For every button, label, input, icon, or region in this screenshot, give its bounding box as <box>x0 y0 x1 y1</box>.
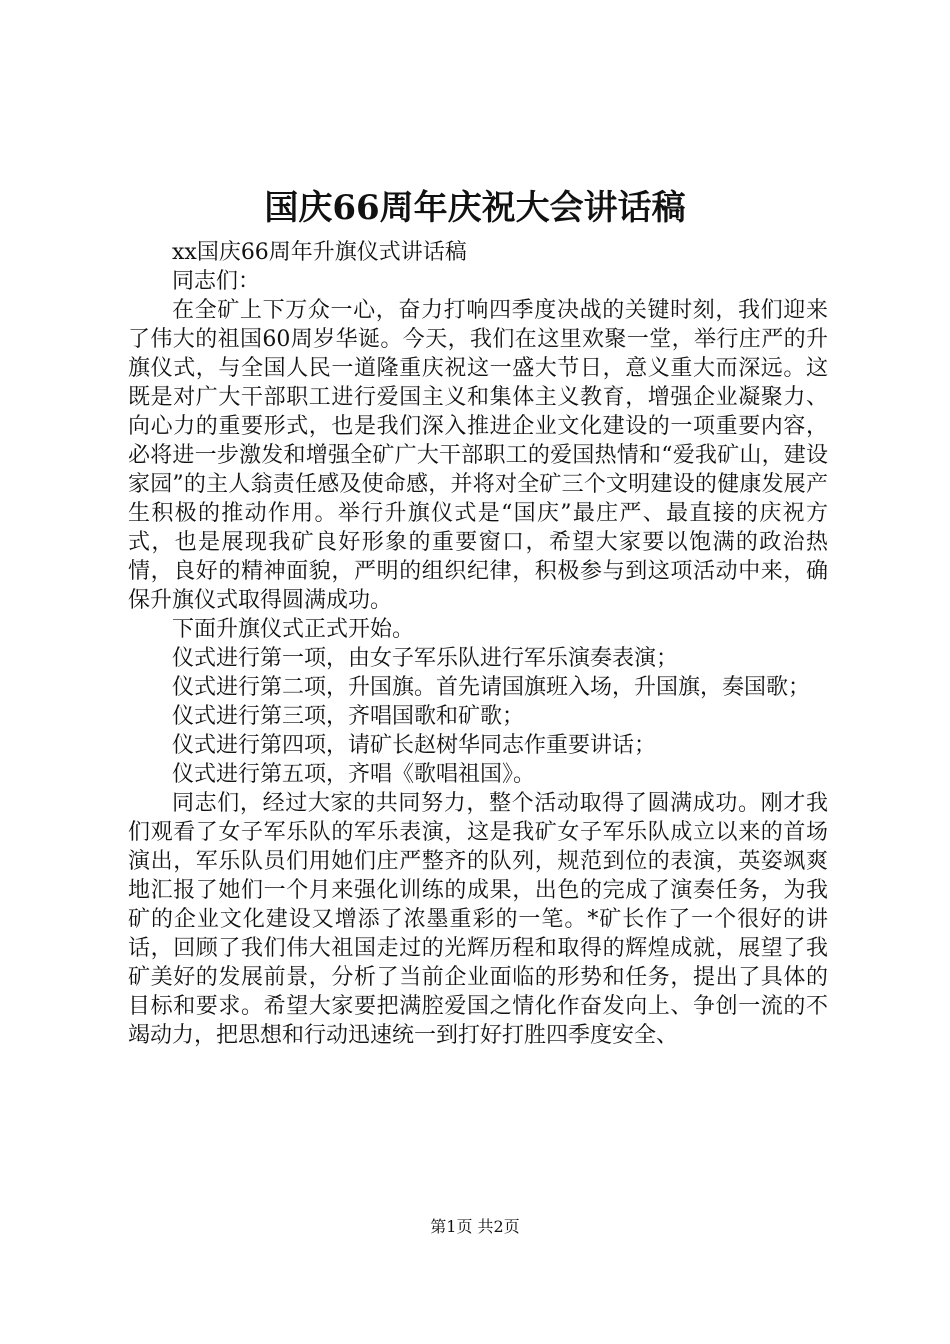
body-paragraph: 在全矿上下万众一心，奋力打响四季度决战的关键时刻，我们迎来了伟大的祖国60周岁华诞。今天，我们在这里欢聚一堂，举行庄严的升旗仪式，与全国人民一道隆重庆祝这一盛大节日，意义重大而深远。这既是对广大干部职工进行爱国主义和集体主义教育，增强企业凝聚力、向心力的重要形式，也是我们深入推进企业文化建设的一项重要内容，必将进一步激发和增强全矿广大干部职工的爱国热情和“爱我矿山，建设家园”的主人翁责任感及使命感，并将对全矿三个文明建设的健康发展产生积极的推动作用。举行升旗仪式是“国庆”最庄严、最直接的庆祝方式，也是展现我矿良好形象的重要窗口，希望大家要以饱满的政治热情，良好的精神面貌，严明的组织纪律，积极参与到这项活动中来，确保升旗仪式取得圆满成功。 <box>128 298 828 613</box>
document-title: 国庆66周年庆祝大会讲话稿 <box>264 188 686 228</box>
body-paragraph: 仪式进行第二项，升国旗。首先请国旗班入场，升国旗，奏国歌； <box>172 675 811 700</box>
salutation-paragraph: 同志们： <box>172 269 261 294</box>
body-paragraph: 仪式进行第四项，请矿长赵树华同志作重要讲话； <box>172 733 657 758</box>
body-paragraph: 仪式进行第一项，由女子军乐队进行军乐演奏表演； <box>172 646 679 671</box>
body-paragraph: 仪式进行第五项，齐唱《歌唱祖国》。 <box>172 762 536 787</box>
body-paragraph: 同志们，经过大家的共同努力，整个活动取得了圆满成功。刚才我们观看了女子军乐队的军乐表演，这是我矿女子军乐队成立以来的首场演出，军乐队员们用她们庄严整齐的队列，规范到位的表演，英姿飒爽地汇报了她们一个月来强化训练的成果，出色的完成了演奏任务，为我矿的企业文化建设又增添了浓墨重彩的一笔。*矿长作了一个很好的讲话，回顾了我们伟大祖国走过的光辉历程和取得的辉煌成就，展望了我矿美好的发展前景，分析了当前企业面临的形势和任务，提出了具体的目标和要求。希望大家要把满腔爱国之情化作奋发向上、争创一流的不竭动力，把思想和行动迅速统一到打好打胜四季度安全、 <box>128 791 828 1048</box>
body-paragraph: 下面升旗仪式正式开始。 <box>172 617 415 642</box>
body-paragraph: 仪式进行第三项，齐唱国歌和矿歌； <box>172 704 525 729</box>
page-footer: 第1页 共2页 <box>430 1217 520 1236</box>
document-body <box>128 238 828 1050</box>
subtitle-paragraph: xx国庆66周年升旗仪式讲话稿 <box>172 240 467 265</box>
